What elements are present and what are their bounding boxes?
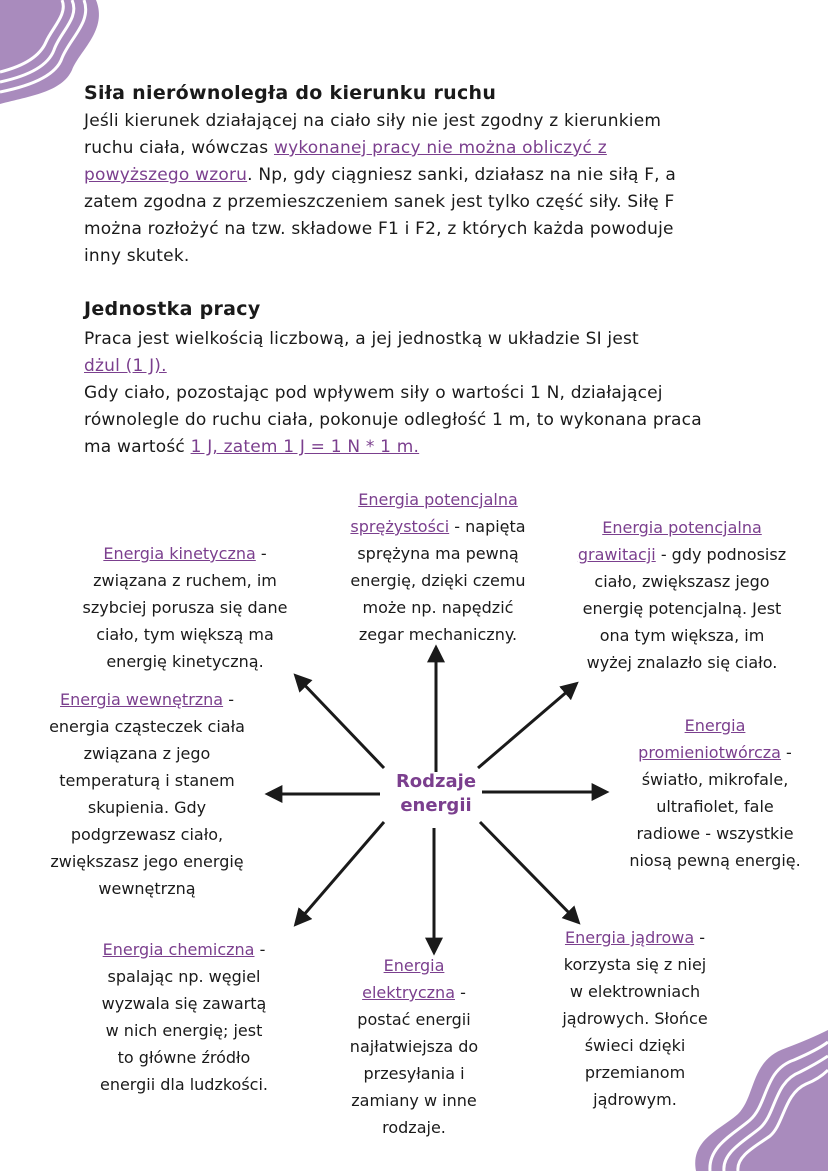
center-label-line: Rodzaje [395,771,477,792]
section-heading-work-unit: Jednostka pracy [84,298,261,320]
node-kinetic-energy [50,540,320,675]
node-line: zwiększasz jego energię [50,852,244,871]
node-line: w nich energię; jest [105,1021,263,1040]
node-line: sprężystości - napięta [350,517,526,536]
node-line: elektryczna - [362,983,466,1002]
paragraph-line: można rozłożyć na tzw. składowe F1 i F2, z których każda powoduje [84,219,674,239]
node-line: świeci dzięki [584,1036,686,1055]
paragraph-line: ma wartość 1 J, zatem 1 J = 1 N * 1 m. [84,437,420,457]
node-line: jądrowych. Słońce [562,1009,708,1028]
node-line: podgrzewasz ciało, [70,825,224,844]
node-line: energia cząsteczek ciała [49,717,245,736]
node-line: związana z ruchem, im [93,571,277,590]
node-internal-energy [14,686,280,902]
node-electric-energy [322,952,506,1141]
arrow-to-gravity [478,684,576,768]
node-line: Energia jądrowa - [564,928,706,947]
node-line: niosą pewną energię. [629,851,801,870]
node-line: Energia potencjalna [358,490,518,509]
node-line: energię potencjalną. Jest [582,599,782,618]
node-line: postać energii [357,1010,471,1029]
node-line: może np. napędzić [362,598,514,617]
paragraph-line: ruchu ciała, wówczas wykonanej pracy nie można obliczyć z [84,138,607,158]
node-chemical-energy [66,936,302,1098]
node-line: ciało, tym większą ma [96,625,274,644]
arrow-to-chemical [296,822,384,924]
node-nuclear-energy [530,924,740,1113]
node-line: temperaturą i stanem [59,771,235,790]
node-line: energii dla ludzkości. [99,1075,269,1094]
node-line: związana z jego [83,744,211,763]
center-label-line: energii [400,795,472,816]
node-line: energię kinetyczną. [106,652,264,671]
node-line: Energia wewnętrzna - [60,690,234,709]
node-line: światło, mikrofale, [641,770,789,789]
node-line: korzysta się z niej [563,955,707,974]
paragraph-line: zatem zgodna z przemieszczeniem sanek jest tylko część siły. Siłę F [84,192,675,212]
node-line: Energia kinetyczna - [103,544,267,563]
node-line: rodzaje. [382,1118,446,1137]
section-heading-nonparallel-force: Siła nierównoległa do kierunku ruchu [84,82,497,104]
node-line: ultrafiolet, fale [656,797,774,816]
arrow-to-nuclear [480,822,578,922]
node-line: wyzwala się zawartą [101,994,267,1013]
node-line: ona tym większa, im [599,626,765,645]
diagram-center-label [386,770,486,818]
node-line: wyżej znalazło się ciało. [586,653,778,672]
paragraph-line: inny skutek. [84,246,190,266]
node-line: przesyłania i [363,1064,465,1083]
node-elastic-potential-energy [318,486,558,648]
node-line: Energia chemiczna - [102,940,266,959]
node-radiation-energy [604,712,826,874]
node-gravitational-potential-energy [546,514,818,676]
node-line: promieniotwórcza - [638,743,792,762]
node-line: to główne źródło [117,1048,251,1067]
paragraph-line: Gdy ciało, pozostając pod wpływem siły o wartości 1 N, działającej [84,383,663,403]
node-line: jądrowym. [593,1090,677,1109]
node-line: ciało, zwiększasz jego [594,572,770,591]
paragraph-line: Praca jest wielkością liczbową, a jej jednostką w układzie SI jest [84,329,639,349]
node-line: Energia potencjalna [602,518,762,537]
node-line: zegar mechaniczny. [358,625,518,644]
node-line: Energia [383,956,445,975]
paragraph-line: powyższego wzoru. Np, gdy ciągniesz sanki, działasz na nie siłą F, a [84,165,677,185]
paragraph-line: Jeśli kierunek działającej na ciało siły nie jest zgodny z kierunkiem [84,111,662,131]
node-line: zamiany w inne [351,1091,477,1110]
node-line: spalając np. węgiel [107,967,261,986]
arrow-to-kinetic [296,676,384,768]
node-line: w elektrowniach [569,982,701,1001]
node-line: radiowe - wszystkie [636,824,794,843]
node-line: wewnętrzną [98,879,196,898]
paragraph-line: dżul (1 J). [84,356,167,376]
node-line: grawitacji - gdy podnosisz [577,545,787,564]
node-line: skupienia. Gdy [87,798,207,817]
node-line: szybciej porusza się dane [82,598,288,617]
node-line: energię, dzięki czemu [350,571,526,590]
node-line: najłatwiejsza do [349,1037,479,1056]
node-line: przemianom [584,1063,686,1082]
node-line: Energia [684,716,746,735]
node-line: sprężyna ma pewną [357,544,519,563]
paragraph-line: równolegle do ruchu ciała, pokonuje odległość 1 m, to wykonana praca [84,410,702,430]
